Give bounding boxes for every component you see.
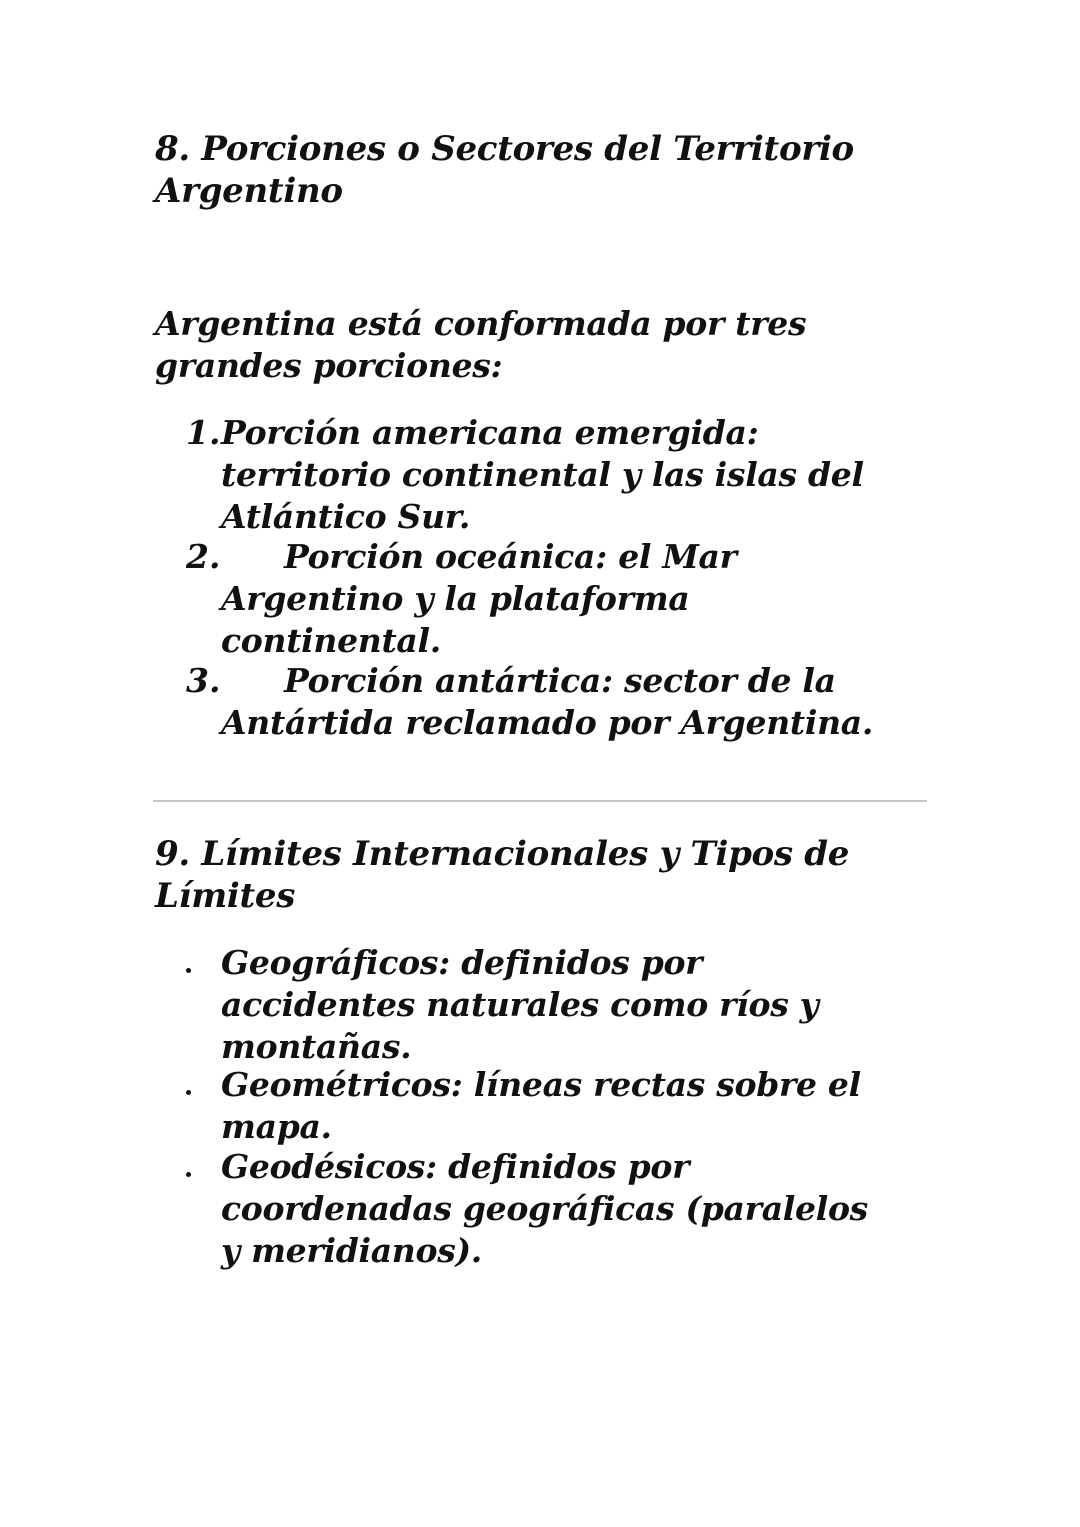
bullet-icon (186, 1090, 191, 1095)
section-8-title-line-1: 8. Porciones o Sectores del Territorio (155, 129, 854, 169)
bullet-item-3-line-3: y meridianos). (221, 1231, 482, 1270)
bullet-item-3-line-1: Geodésicos: definidos por (221, 1147, 690, 1186)
bullet-item-1-line-2: accidentes naturales como ríos y (221, 985, 819, 1024)
section-8-title-line-2: Argentino (155, 171, 343, 211)
section-9-title-line-1: 9. Límites Internacionales y Tipos de (155, 834, 850, 874)
list-marker-1: 1. (186, 413, 221, 452)
bullet-item-2-line-2: mapa. (221, 1107, 332, 1146)
bullet-item-1-line-3: montañas. (221, 1027, 412, 1066)
bullet-item-1-line-1: Geográficos: definidos por (221, 943, 703, 982)
intro-paragraph-line-2: grandes porciones: (155, 346, 503, 385)
bullet-item-3-line-2: coordenadas geográficas (paralelos (221, 1189, 868, 1228)
list-item-1-line-3: Atlántico Sur. (221, 497, 471, 536)
list-item-3-line-2: Antártida reclamado por Argentina. (221, 703, 874, 742)
list-item-3-line-1: Porción antártica: sector de la (284, 661, 836, 700)
list-item-1-line-1: Porción americana emergida: (221, 413, 759, 452)
list-marker-2: 2. (186, 537, 221, 576)
bullet-icon (186, 1172, 191, 1177)
intro-paragraph-line-1: Argentina está conformada por tres (155, 304, 807, 343)
section-9-title-line-2: Límites (155, 876, 296, 916)
list-marker-3: 3. (186, 661, 221, 700)
bullet-icon (186, 968, 191, 973)
list-item-2-line-1: Porción oceánica: el Mar (284, 537, 737, 576)
section-divider (153, 800, 927, 802)
list-item-2-line-3: continental. (221, 621, 441, 660)
list-item-2-line-2: Argentino y la plataforma (221, 579, 690, 618)
bullet-item-2-line-1: Geométricos: líneas rectas sobre el (221, 1065, 861, 1104)
list-item-1-line-2: territorio continental y las islas del (221, 455, 864, 494)
